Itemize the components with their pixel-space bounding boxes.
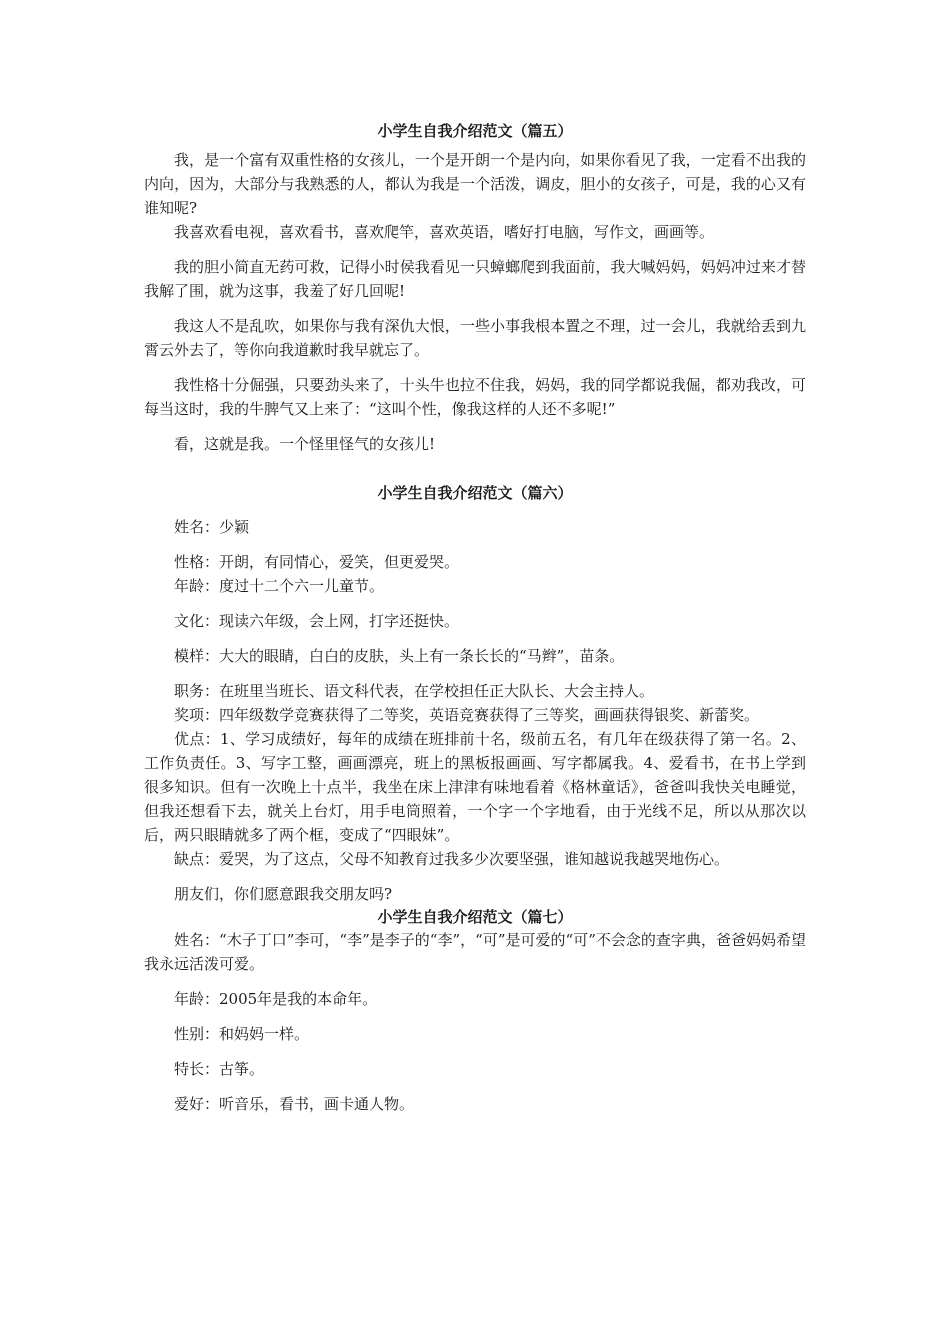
section-title-6: 小学生自我介绍范文（篇六） — [377, 484, 573, 502]
paragraph: 职务：在班里当班长、语文科代表，在学校担任正大队长、大会主持人。 — [174, 682, 655, 700]
paragraph: 我的胆小简直无药可救，记得小时侯我看见一只蟑螂爬到我面前，我大喊妈妈，妈妈冲过来才替我解了围，就为这事，我羞了好几回呢! — [144, 258, 806, 300]
paragraph: 模样：大大的眼睛，白白的皮肤，头上有一条长长的“马辫”，苗条。 — [174, 647, 625, 665]
paragraph: 朋友们，你们愿意跟我交朋友吗? — [174, 885, 393, 903]
paragraph: 姓名：“木子丁口”李可，“李”是李子的“李”，“可”是可爱的“可”不会念的查字典，爸爸妈妈希望我永远活泼可爱。 — [144, 931, 806, 973]
paragraph: 我这人不是乱吹，如果你与我有深仇大恨，一些小事我根本置之不理，过一会儿，我就给丢到九霄云外去了，等你向我道歉时我早就忘了。 — [144, 317, 806, 359]
paragraph: 我，是一个富有双重性格的女孩儿，一个是开朗一个是内向，如果你看见了我，一定看不出我的内向，因为，大部分与我熟悉的人，都认为我是一个活泼，调皮，胆小的女孩子，可是，我的心又有谁知呢? — [144, 151, 806, 217]
section-title-5: 小学生自我介绍范文（篇五） — [377, 122, 573, 140]
paragraph: 性格：开朗，有同情心，爱笑，但更爱哭。 — [174, 553, 460, 571]
paragraph: 爱好：听音乐，看书，画卡通人物。 — [174, 1095, 415, 1113]
paragraph: 缺点：爱哭，为了这点，父母不知教育过我多少次要坚强，谁知越说我越哭地伤心。 — [174, 850, 730, 868]
paragraph: 年龄：2005年是我的本命年。 — [174, 990, 378, 1008]
paragraph: 文化：现读六年级，会上网，打字还挺快。 — [174, 612, 460, 630]
paragraph: 看，这就是我。一个怪里怪气的女孩儿! — [174, 435, 436, 453]
paragraph: 年龄：度过十二个六一儿童节。 — [174, 577, 385, 595]
paragraph: 奖项：四年级数学竞赛获得了二等奖，英语竞赛获得了三等奖，画画获得银奖、新蕾奖。 — [174, 706, 760, 724]
paragraph: 特长：古筝。 — [174, 1060, 265, 1078]
paragraph: 优点：1、学习成绩好，每年的成绩在班排前十名，级前五名，有几年在级获得了第一名。2、工作负责任。3、写字工整，画画漂亮，班上的黑板报画画、写字都属我。4、爱看书，在书上学到很多知识。但有一次晚上十点半，我坐在床上津津有味地看着《格林童话》，爸爸叫我快关电睡觉，但我还想看下去，就关上台灯，用手电筒照着，一个字一个字地看，由于光线不足，所以从那次以后，两只眼睛就多了两个框，变成了“四眼妹”。 — [144, 730, 806, 844]
section-title-7: 小学生自我介绍范文（篇七） — [377, 908, 573, 926]
paragraph: 性别：和妈妈一样。 — [174, 1025, 310, 1043]
paragraph: 姓名：少颖 — [174, 518, 250, 536]
paragraph: 我喜欢看电视，喜欢看书，喜欢爬竿，喜欢英语，嗜好打电脑，写作文，画画等。 — [174, 223, 715, 241]
paragraph: 我性格十分倔强，只要劲头来了，十头牛也拉不住我，妈妈，我的同学都说我倔，都劝我改，可每当这时，我的牛脾气又上来了：“这叫个性，像我这样的人还不多呢!” — [144, 376, 806, 418]
document-page — [144, 120, 806, 1116]
